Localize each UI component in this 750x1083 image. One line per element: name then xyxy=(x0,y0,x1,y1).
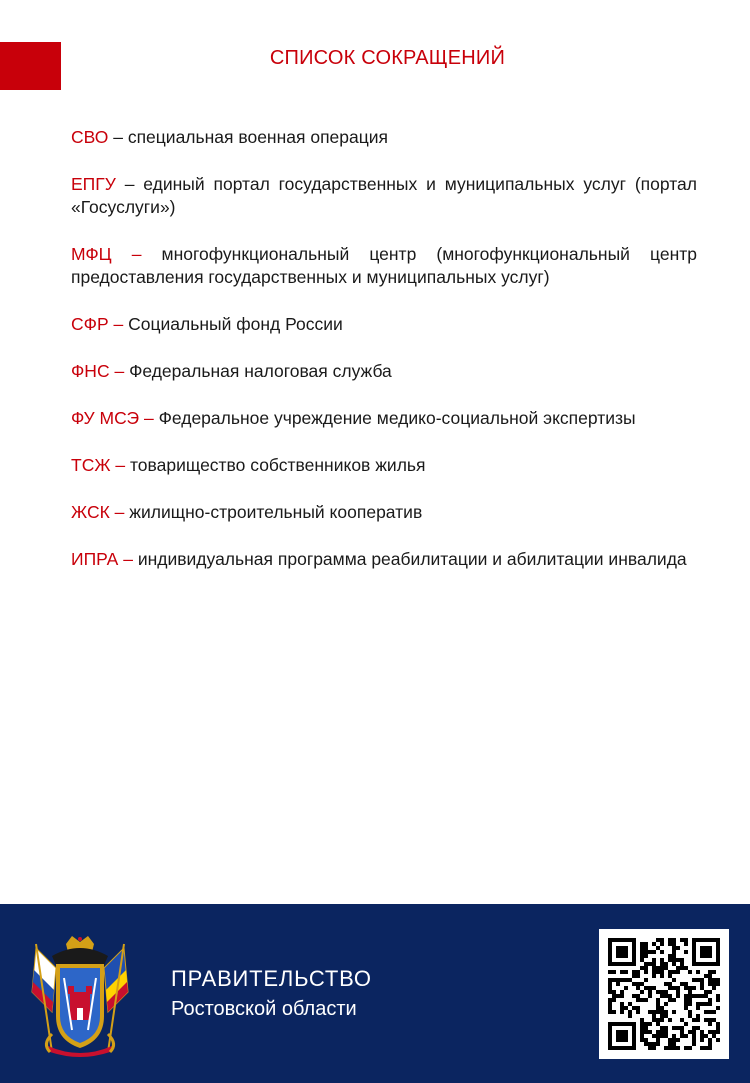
abbreviation-separator xyxy=(141,244,161,264)
abbreviation-term: ФУ МСЭ – xyxy=(71,408,154,428)
abbreviation-term: ЖСК – xyxy=(71,502,125,522)
abbreviation-term: ТСЖ – xyxy=(71,455,126,475)
abbreviation-term: СФР – xyxy=(71,314,124,334)
abbreviation-definition: многофункциональный центр (многофункциональный центр предоставления государственных и муниципальных услуг) xyxy=(71,244,697,287)
abbreviation-entry xyxy=(71,407,697,430)
abbreviation-entry xyxy=(71,243,697,289)
government-title xyxy=(171,966,372,1021)
abbreviation-definition: Федеральное учреждение медико-социальной экспертизы xyxy=(158,408,636,428)
abbreviation-entry xyxy=(71,313,697,336)
abbreviation-entry xyxy=(71,360,697,383)
abbreviation-definition: Социальный фонд России xyxy=(128,314,343,334)
abbreviation-definition: единый портал государственных и муниципальных услуг (портал «Госуслуги») xyxy=(71,174,697,217)
government-title-line1: ПРАВИТЕЛЬСТВО xyxy=(171,966,372,991)
abbreviation-definition: индивидуальная программа реабилитации и абилитации инвалида xyxy=(137,549,687,569)
abbreviation-term: ФНС – xyxy=(71,361,125,381)
abbreviation-definition: специальная военная операция xyxy=(127,127,389,147)
abbreviation-list xyxy=(71,126,697,595)
abbreviation-separator: – xyxy=(108,127,128,147)
abbreviation-entry xyxy=(71,454,697,477)
abbreviation-entry xyxy=(71,126,697,149)
abbreviation-definition: товарищество собственников жилья xyxy=(129,455,426,475)
abbreviation-separator: – xyxy=(115,174,144,194)
abbreviation-term: ЕПГУ xyxy=(71,174,116,194)
government-title-line2: Ростовской области xyxy=(171,998,357,1020)
abbreviation-term: ИПРА – xyxy=(71,549,133,569)
coat-of-arms-icon xyxy=(22,934,138,1060)
abbreviation-entry xyxy=(71,501,697,524)
abbreviation-definition: жилищно-строительный кооператив xyxy=(129,502,423,522)
abbreviation-term: СВО xyxy=(71,127,109,147)
qr-code-icon xyxy=(599,929,729,1059)
footer-band xyxy=(0,904,750,1083)
abbreviation-entry xyxy=(71,548,697,571)
abbreviation-definition: Федеральная налоговая служба xyxy=(129,361,392,381)
abbreviation-term: МФЦ – xyxy=(71,244,142,264)
abbreviation-entry xyxy=(71,173,697,219)
page-title: СПИСОК СОКРАЩЕНИЙ xyxy=(269,47,506,69)
